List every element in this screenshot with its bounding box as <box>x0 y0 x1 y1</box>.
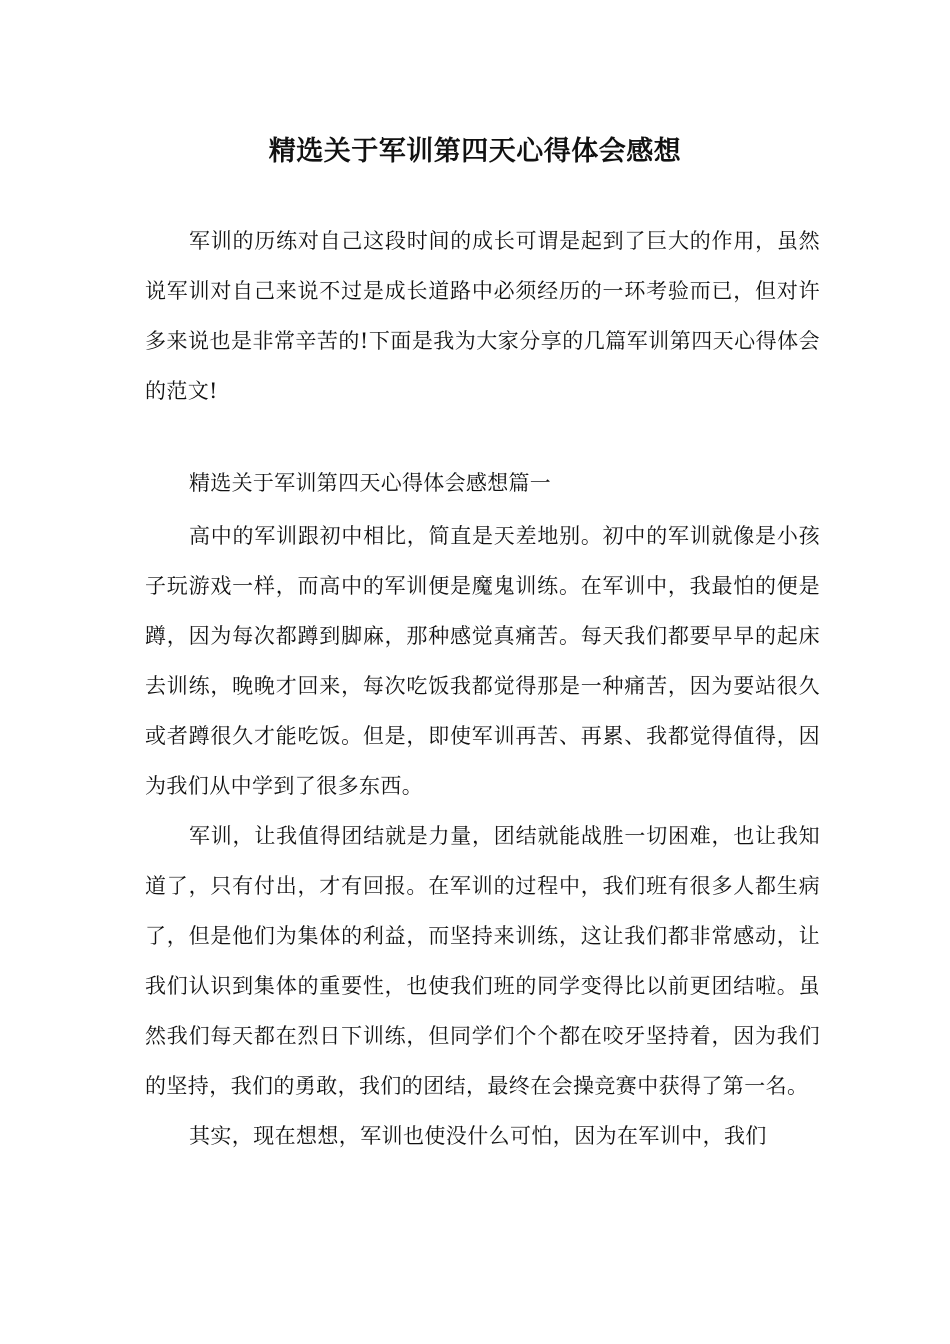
body-paragraph-1: 高中的军训跟初中相比，简直是天差地别。初中的军训就像是小孩子玩游戏一样，而高中的军训便是魔鬼训练。在军训中，我最怕的便是蹲，因为每次都蹲到脚麻，那种感觉真痛苦。每天我们都要早早的起床去训练，晚晚才回来，每次吃饭我都觉得那是一种痛苦，因为要站很久或者蹲很久才能吃饭。但是，即使军训再苦、再累、我都觉得值得，因为我们从中学到了很多东西。 <box>145 524 820 798</box>
body-paragraph-2: 军训，让我值得团结就是力量，团结就能战胜一切困难，也让我知道了，只有付出，才有回报。在军训的过程中，我们班有很多人都生病了，但是他们为集体的利益，而坚持来训练，这让我们都非常感动，让我们认识到集体的重要性，也使我们班的同学变得比以前更团结啦。虽然我们每天都在烈日下训练，但同学们个个都在咬牙坚持着，因为我们的坚持，我们的勇敢，我们的团结，最终在会操竞赛中获得了第一名。 <box>145 824 820 1098</box>
intro-paragraph: 军训的历练对自己这段时间的成长可谓是起到了巨大的作用，虽然说军训对自己来说不过是成长道路中必须经历的一环考验而已，但对许多来说也是非常辛苦的!下面是我为大家分享的几篇军训第四天心得体会的范文! <box>145 229 820 403</box>
document-body <box>145 216 820 1161</box>
document-title: 精选关于军训第四天心得体会感想 <box>268 136 682 167</box>
body-paragraph-3: 其实，现在想想，军训也使没什么可怕，因为在军训中，我们 <box>189 1124 767 1148</box>
section-heading: 精选关于军训第四天心得体会感想篇一 <box>189 471 552 495</box>
